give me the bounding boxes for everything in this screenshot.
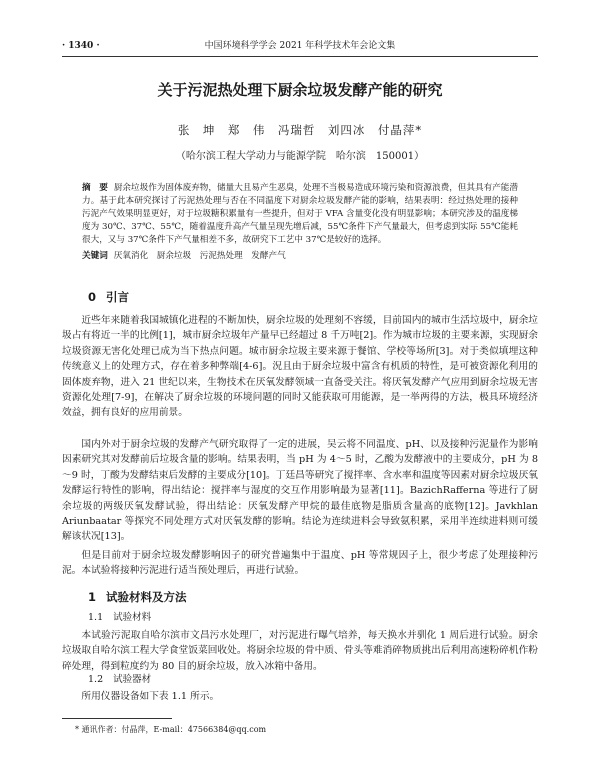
abstract-label: 摘 要	[82, 183, 108, 193]
subsection-heading-equipment	[88, 673, 151, 687]
article-title: 关于污泥热处理下厨余垃圾发酵产能的研究	[157, 81, 443, 99]
subsection-heading-materials	[88, 611, 151, 625]
keywords-text: 厌氧消化 厨余垃圾 污泥热处理 发酵产气	[113, 251, 286, 261]
section-number: 0	[88, 290, 97, 304]
section-title: 引言	[106, 290, 130, 304]
footnote: * 通讯作者：付晶萍，E-mail：47566384@qq.com	[75, 725, 267, 734]
footnote-rule	[62, 718, 172, 719]
affiliation: （哈尔滨工程大学动力与能源学院 哈尔滨 150001）	[175, 151, 425, 162]
keywords	[82, 250, 518, 263]
journal-name: 中国环境科学学会 2021 年科学技术年会论文集	[204, 41, 396, 51]
page-number: · 1340 ·	[62, 41, 100, 51]
methods-paragraph-1: 本试验污泥取自哈尔滨市文昌污水处理厂，对污泥进行曝气培养，每天换水并驯化 1 周后进行试验。厨余垃圾取自哈尔滨工程大学食堂饭菜回收处。将厨余垃圾的骨中质、骨头等难消碎物质挑出后利用高速粉碎机作粉碎处理，得到粒度约为 80 目的厨余垃圾，放入冰箱中备用。	[62, 630, 538, 672]
section-heading-intro	[88, 289, 129, 305]
intro-paragraph-3: 但是目前对于厨余垃圾发酵影响因子的研究普遍集中于温度、pH 等常规因子上，很少考虑了处理接种污泥。本试验将接种污泥进行适当预处理后，再进行试验。	[62, 550, 538, 577]
subsection-title: 试验器材	[113, 674, 152, 685]
section-title: 试验材料及方法	[106, 590, 187, 604]
subsection-number: 1.1	[88, 612, 104, 623]
section-heading-methods	[88, 589, 187, 605]
abstract	[82, 182, 518, 247]
subsection-number: 1.2	[88, 674, 104, 685]
author-list: 张 坤 郑 伟 冯瑞哲 刘四冰 付晶萍*	[177, 123, 423, 137]
header-rule	[62, 56, 538, 57]
intro-paragraph-1: 近些年来随着我国城镇化进程的不断加快，厨余垃圾的处理刻不容缓，目前国内的城市生活垃圾中，厨余垃圾占有将近一半的比例[1]，城市厨余垃圾年产量早已经超过 8 千万吨[2]。作为城市垃圾的主要来源，实现厨余垃圾资源无害化处理已成为当下热点问题。城市厨余垃圾主要来源于餐馆、学校等场所[3]。对于类似填埋这种传统意义上的处理方式，存在着多种弊端[4-6]。況且由于厨余垃圾中富含有机质的特性，是可被资源化利用的固体废弃物，进入 21 世纪以来，生物技术在厌氧发酵领域一直备受关注。将厌氧发酵产气应用到厨余垃圾无害资源化处理[7-9]，在解决了厨余垃圾的环境问题的同时又能获取可用能源，是一举两得的方法，极具环境经济效益，拥有良好的应用前景。	[62, 315, 538, 419]
subsection-title: 试验材料	[113, 612, 152, 623]
section-number: 1	[88, 590, 97, 604]
keywords-label: 关键词	[82, 251, 108, 261]
intro-paragraph-2: 国内外对于厨余垃圾的发酵产气研究取得了一定的进展，吴云将不同温度、pH、以及接种污泥量作为影响因素研究其对发酵前后垃圾含量的影响。结果表明，当 pH 为 4～5 时，乙酸为发酵液中的主要成分，pH 为 8～9 时，丁酸为发酵结束后发酵的主要成分[10]。丁廷昌等研究了搅拌率、含水率和温度等因素对厨余垃圾厌氧发酵运行特性的影响，得出结论：搅拌率与湿度的交互作用影响最为显著[11]。BazichRafferna 等进行了厨余垃圾的两级厌氧发酵试验，得出结论：厌氧发酵产甲烷的最佳底物是脂质含量高的底物[12]。Javkhlan Ariunbaatar 等探究不同处理方式对厌氧发酵的影响。结论为连续进料会导致氨积累，采用半连续进料则可缓解该状况[13]。	[62, 439, 538, 543]
methods-paragraph-2: 所用仪器设备如下表 1.1 所示。	[81, 691, 220, 702]
abstract-text: 厨余垃圾作为固体废弃物，储量大且易产生恶臭，处理不当极易造成环境污染和资源浪费，但其具有产能潜力。基于此本研究探讨了污泥热处理与否在不同温度下对厨余垃圾发酵产能的影响，结果表明：经过热处理的接种污泥产气效果明显更好，对于垃圾糖积累量有一些提升，但对于 VFA 含量变化没有明显影响；本研究涉及的温度梯度为 30℃、37℃、55℃，随着温度升高产气量呈现先增后减，55℃条件下产气量最大，但考虑到实际 55℃能耗很大，又与 37℃条件下产气量相差不多，故研究下工艺中 37℃是较好的选择。	[82, 183, 518, 245]
